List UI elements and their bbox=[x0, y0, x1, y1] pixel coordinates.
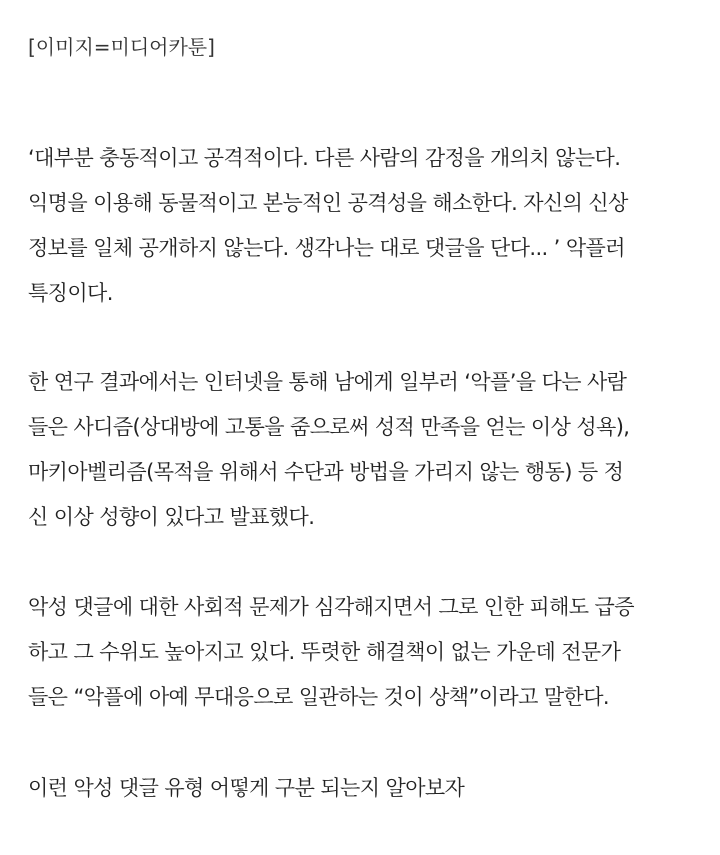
paragraph-line: 마키아벨리즘(목적을 위해서 수단과 방법을 가리지 않는 행동) 등 정 bbox=[28, 460, 624, 484]
paragraph-line: 이런 악성 댓글 유형 어떻게 구분 되는지 알아보자 bbox=[28, 776, 465, 800]
paragraph-line: 악성 댓글에 대한 사회적 문제가 심각해지면서 그로 인한 피해도 급증 bbox=[28, 595, 634, 619]
paragraph-2 bbox=[28, 360, 629, 540]
paragraph-3 bbox=[28, 585, 634, 720]
paragraph-line: 하고 그 수위도 높아지고 있다. 뚜렷한 해결책이 없는 가운데 전문가 bbox=[28, 640, 621, 664]
paragraph-line: 들은 “악플에 아예 무대응으로 일관하는 것이 상책”이라고 말한다. bbox=[28, 685, 609, 709]
image-caption: [이미지=미디어카툰] bbox=[28, 35, 215, 59]
paragraph-line: 신 이상 성향이 있다고 발표했다. bbox=[28, 505, 315, 529]
paragraph-line: 익명을 이용해 동물적이고 본능적인 공격성을 해소한다. 자신의 신상 bbox=[28, 191, 628, 215]
paragraph-1 bbox=[28, 136, 628, 316]
paragraph-line: 한 연구 결과에서는 인터넷을 통해 남에게 일부러 ‘악플’을 다는 사람 bbox=[28, 370, 627, 394]
paragraph-line: 정보를 일체 공개하지 않는다. 생각나는 대로 댓글을 단다... ’ 악플러 bbox=[28, 236, 625, 260]
paragraph-line: 들은 사디즘(상대방에 고통을 줌으로써 성적 만족을 얻는 이상 성욕), bbox=[28, 415, 630, 439]
paragraph-line: ‘대부분 충동적이고 공격적이다. 다른 사람의 감정을 개의치 않는다. bbox=[28, 146, 621, 170]
paragraph-line: 특징이다. bbox=[28, 281, 113, 305]
paragraph-4 bbox=[28, 766, 464, 811]
